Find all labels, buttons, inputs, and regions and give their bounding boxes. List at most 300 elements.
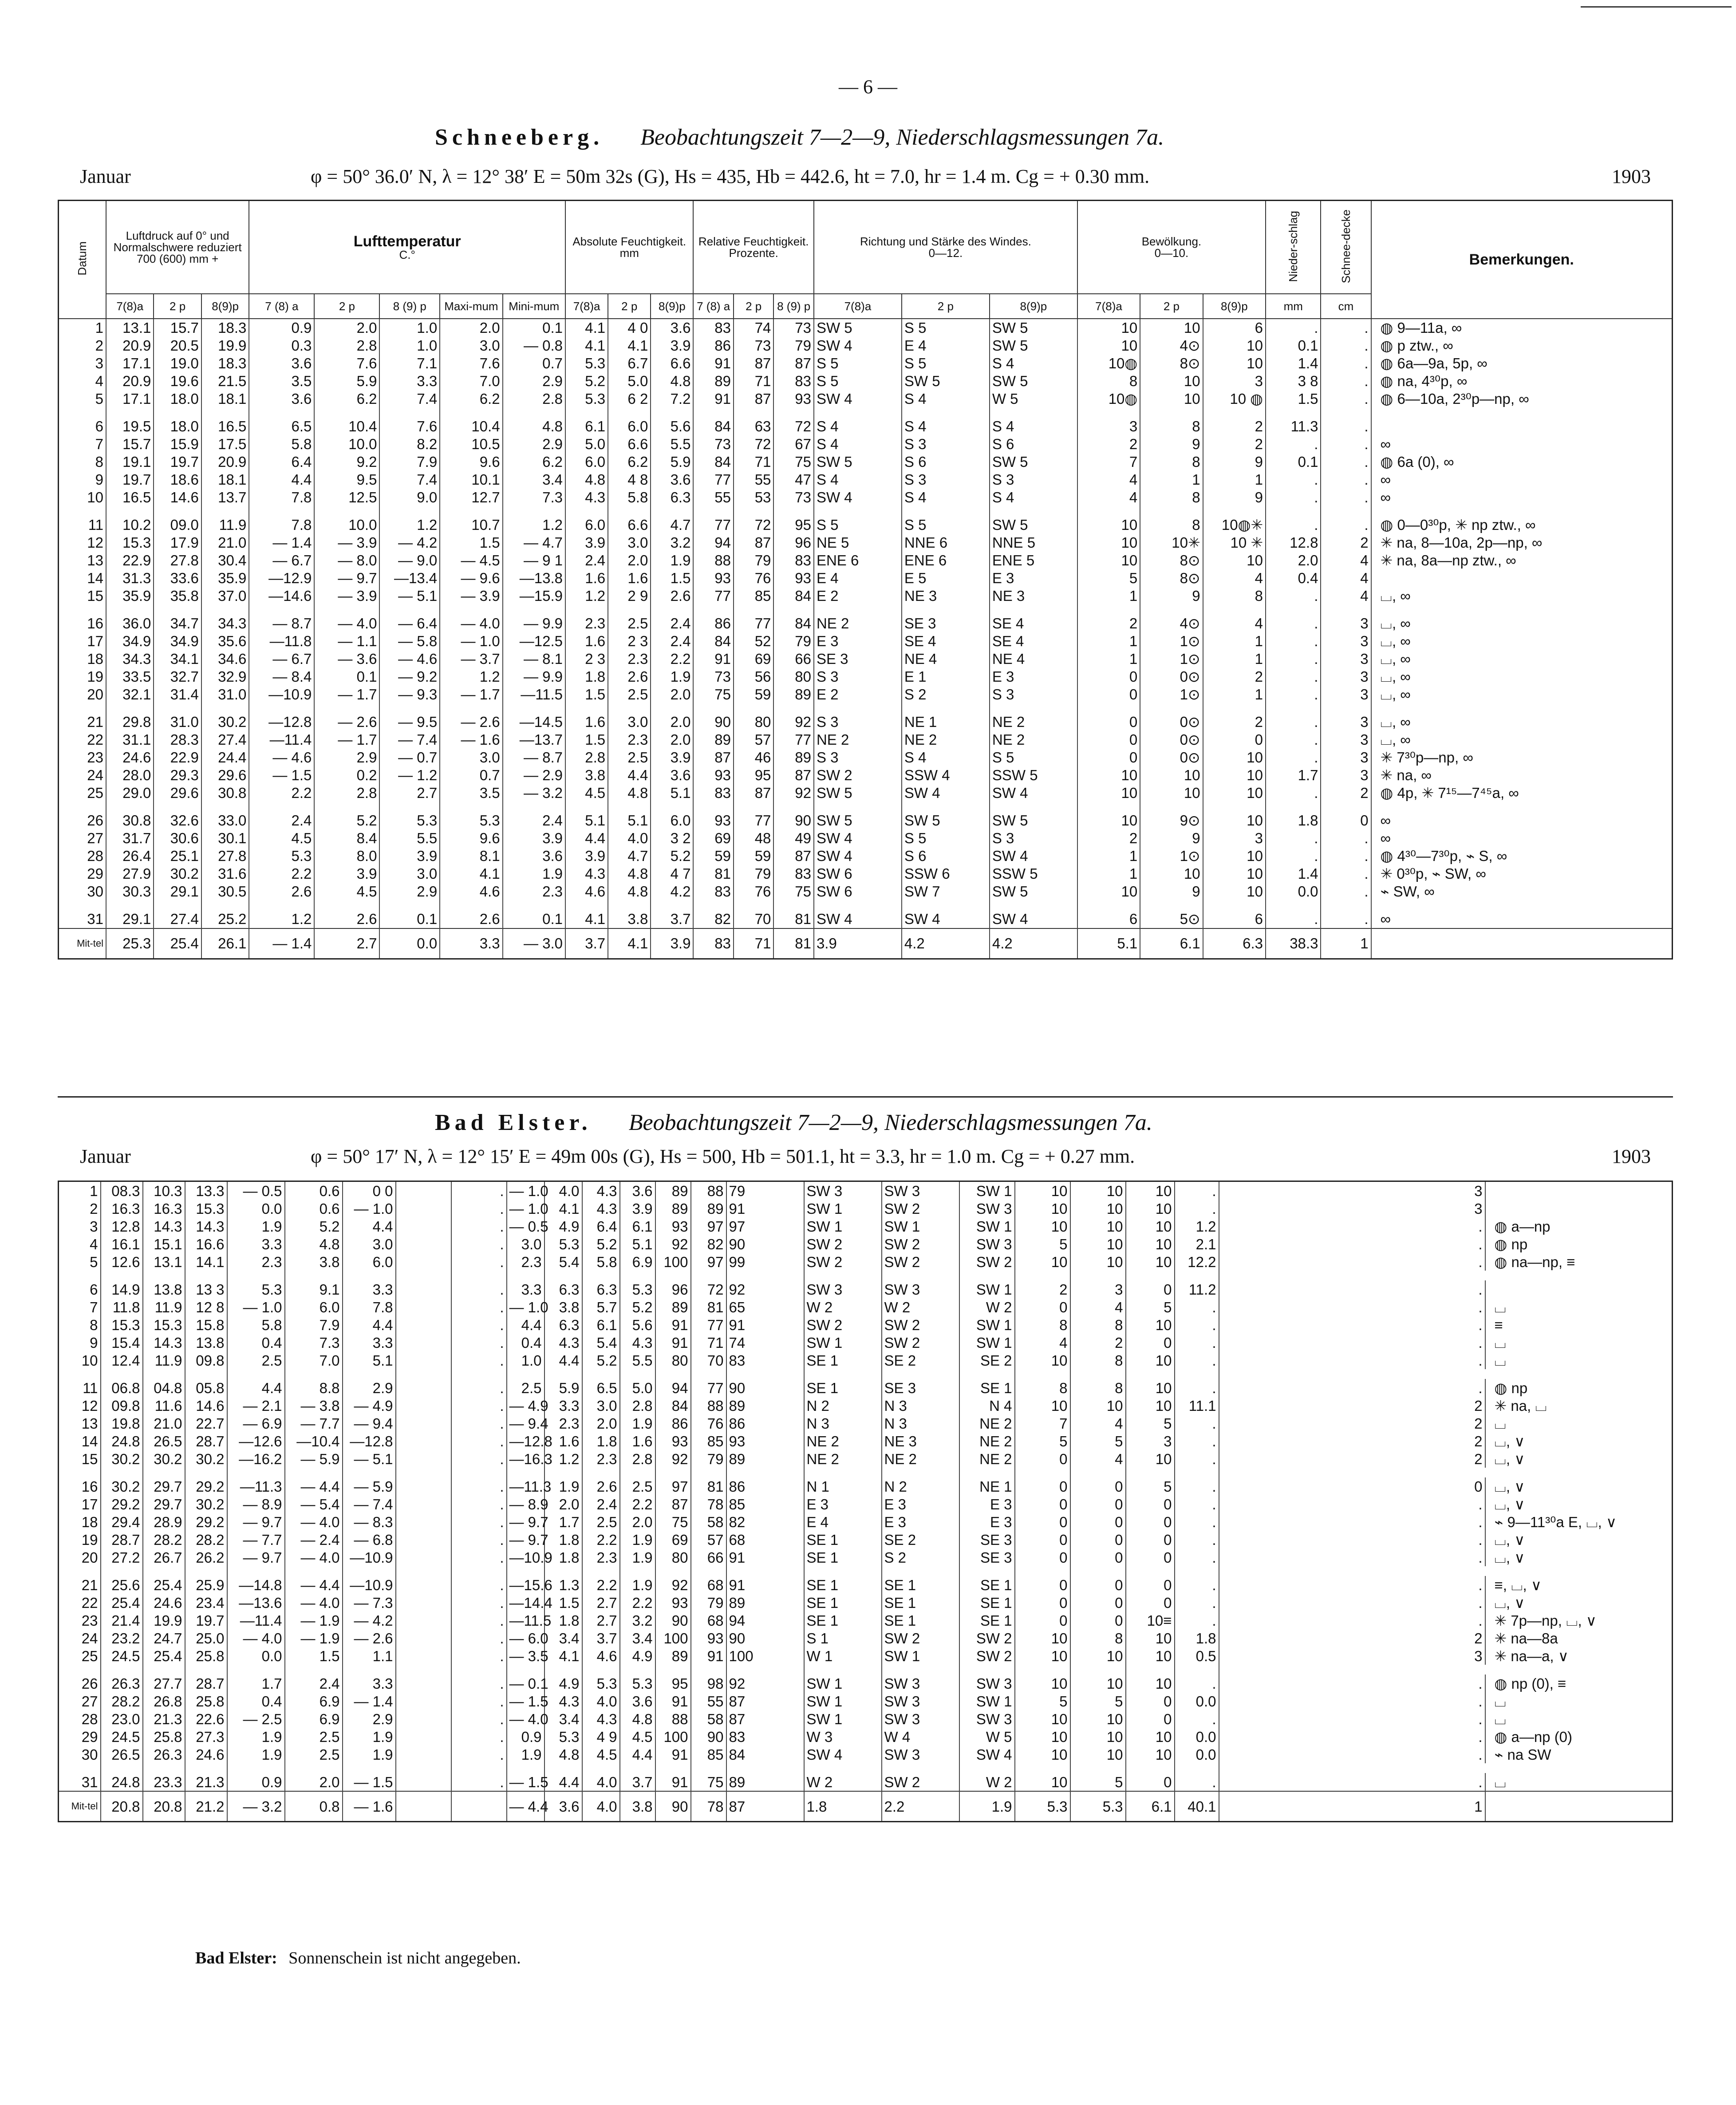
cell-tmax: 2.6 [440, 910, 502, 928]
cell-day: 31 [59, 910, 106, 928]
cell-ah1: —10.9 [507, 1548, 544, 1566]
cell-t2: — 3.9 [314, 534, 379, 552]
cell-p1: 26.5 [101, 1746, 143, 1763]
cell-rh3: 87 [773, 766, 814, 784]
cell-rh2: 95 [655, 1675, 691, 1692]
cell-snow [1175, 1566, 1219, 1576]
cell-prec [1266, 605, 1321, 615]
cell-p1: 17.1 [106, 390, 154, 408]
cell-c3: 1 [1203, 686, 1266, 703]
cell-snow: . [1175, 1414, 1219, 1432]
cell-t2: 6.0 [285, 1298, 343, 1316]
cell-w1: 90 [726, 1379, 804, 1397]
cell-tmin: . [451, 1334, 507, 1351]
cell-tmin: 6.2 [503, 453, 565, 471]
cell-p1: 08.3 [101, 1181, 143, 1200]
cell-c1 [1077, 408, 1140, 418]
cell-c1: SE 1 [959, 1379, 1015, 1397]
cell-tmax [396, 1351, 451, 1369]
cell-rh1 [693, 408, 733, 418]
cell-w2: SW 1 [804, 1217, 882, 1235]
cell-rem: ⌴, ∞ [1371, 731, 1673, 749]
cell-rh3: 58 [691, 1710, 726, 1728]
cell-c3 [1070, 1271, 1126, 1280]
cell-w1: 83 [726, 1728, 804, 1746]
cell-t1: — 9.7 [227, 1513, 285, 1531]
cell-tmin [451, 1271, 507, 1280]
cell-snow: . [1175, 1379, 1219, 1397]
cell-c2: 4 [1015, 1334, 1070, 1351]
cell-p3: 35.6 [201, 632, 249, 650]
cell-w1 [814, 900, 902, 910]
cell-prec: 0 [1126, 1710, 1175, 1728]
cell-p1: 28.0 [106, 766, 154, 784]
cell-p2: 19.9 [143, 1611, 185, 1629]
cell-t3: —12.8 [343, 1432, 396, 1450]
cell-w1: SW 4 [814, 489, 902, 506]
cell-w1: 83 [726, 1351, 804, 1369]
cell-p1: 24.6 [106, 749, 154, 766]
cell-c2 [1140, 703, 1203, 713]
cell-w1: 92 [726, 1675, 804, 1692]
coords-1: φ = 50° 36.0′ N, λ = 12° 38′ E = 50m 32s (G), Hs = 435, Hb = 442.6, ht = 7.0, hr = 1.4 m. Cg = + 0.30 mm. [311, 166, 1150, 187]
cell-rem: . [1219, 1217, 1485, 1235]
cell-t3: — 5.9 [343, 1477, 396, 1495]
cell-w2: SW 1 [804, 1334, 882, 1351]
cell-rh3: 55 [691, 1692, 726, 1710]
cell-rem: ⌁ SW, ∞ [1371, 883, 1673, 900]
cell-p2: 15.9 [154, 435, 201, 453]
cell-w1 [814, 408, 902, 418]
cell-rh2: 75 [655, 1513, 691, 1531]
cell-w1: 89 [726, 1450, 804, 1468]
cell-rh1: 4.8 [620, 1710, 655, 1728]
cell-rh1: 55 [693, 489, 733, 506]
cell-p2: 31.4 [154, 686, 201, 703]
cell-snow: 4 [1321, 587, 1371, 605]
cell-c2: 10 [1015, 1773, 1070, 1791]
cell-w3: NE 2 [882, 1450, 959, 1468]
cell-day: 2 [59, 337, 106, 355]
cell-day: 20 [59, 686, 106, 703]
cell-p2: 29.6 [154, 784, 201, 802]
cell-rh3: 68 [691, 1576, 726, 1594]
cell-tmin: . [451, 1432, 507, 1450]
cell-rem: ⌴, ∞ [1371, 587, 1673, 605]
cell-tmax [396, 1665, 451, 1675]
cell-rh2: 71 [734, 372, 773, 390]
cell-rh1: 84 [693, 632, 733, 650]
cell-c3: 10 [1203, 766, 1266, 784]
cell-rh3: 87 [773, 847, 814, 865]
cell-c24: ⌴, ∨ [1485, 1495, 1673, 1513]
cell-ah2: 2.6 [608, 668, 651, 686]
cell-w3: NE 2 [990, 713, 1077, 731]
cell-ah2: 1.6 [544, 1432, 582, 1450]
cell-rh1: 87 [693, 749, 733, 766]
cell-p3: 21.0 [201, 534, 249, 552]
cell-c24: ⌴ [1485, 1298, 1673, 1316]
cell-day: 30 [59, 1746, 101, 1763]
cell-p1: 23.0 [101, 1710, 143, 1728]
cell-t2: — 8.0 [314, 552, 379, 569]
cell-rem: 2 [1219, 1397, 1485, 1414]
cell-day: 12 [59, 534, 106, 552]
cell-c3: 2 [1203, 435, 1266, 453]
cell-snow: . [1321, 865, 1371, 883]
cell-rh2: 69 [734, 650, 773, 668]
table-row [59, 1611, 1673, 1629]
cell-tmax: 3.3 [440, 928, 502, 959]
cell-t2: 2.9 [314, 749, 379, 766]
cell-p1: 20.9 [106, 372, 154, 390]
cell-t2: 2.8 [314, 337, 379, 355]
table-row [59, 569, 1673, 587]
cell-snow: . [1175, 1432, 1219, 1450]
cell-c3: 8 [1070, 1316, 1126, 1334]
cell-ah3: 1.5 [651, 569, 693, 587]
cell-c1: NE 2 [959, 1450, 1015, 1468]
cell-snow: 1.2 [1175, 1217, 1219, 1235]
cell-c2 [1015, 1468, 1070, 1477]
cell-c2: 1⊙ [1140, 847, 1203, 865]
cell-rh3: 90 [691, 1728, 726, 1746]
cell-w2 [804, 1566, 882, 1576]
cell-w2 [804, 1468, 882, 1477]
cell-c2: 10 [1015, 1351, 1070, 1369]
cell-ah3: 4.3 [582, 1200, 620, 1217]
cell-ah2: 3.0 [608, 534, 651, 552]
cell-w2: S 3 [902, 435, 990, 453]
cell-tmin: . [451, 1495, 507, 1513]
cell-p1: 09.8 [101, 1397, 143, 1414]
table-row [59, 1692, 1673, 1710]
cell-tmax [440, 506, 502, 516]
cell-t2: — 4.0 [285, 1594, 343, 1611]
cell-p3 [185, 1763, 227, 1773]
cell-c1: NE 2 [959, 1414, 1015, 1432]
cell-day: 13 [59, 1414, 101, 1432]
cell-tmax [396, 1513, 451, 1531]
table-row [59, 650, 1673, 668]
cell-rh1: 94 [693, 534, 733, 552]
cell-tmin: . [451, 1611, 507, 1629]
cell-rh3: 91 [691, 1647, 726, 1665]
cell-w1: SW 2 [814, 766, 902, 784]
cell-rh1: 77 [693, 471, 733, 489]
cell-t3: 3.9 [379, 847, 440, 865]
cell-ah2: 1.7 [544, 1513, 582, 1531]
cell-p3 [185, 1369, 227, 1379]
cell-prec: 10≡ [1126, 1611, 1175, 1629]
cell-t1: —14.6 [249, 587, 314, 605]
cell-c3: 10 [1070, 1181, 1126, 1200]
cell-prec: 10 [1126, 1647, 1175, 1665]
cell-t3: 0 0 [343, 1181, 396, 1200]
cell-ah1 [507, 1665, 544, 1675]
cell-rh3: 84 [773, 615, 814, 632]
cell-rh2 [734, 408, 773, 418]
cell-c3: 8 [1203, 587, 1266, 605]
cell-w2: SE 1 [804, 1548, 882, 1566]
cell-prec: 10 [1126, 1746, 1175, 1763]
cell-rh1: 90 [693, 713, 733, 731]
cell-ah1 [507, 1369, 544, 1379]
cell-w3: NE 3 [882, 1432, 959, 1450]
cell-c1: SW 1 [959, 1181, 1015, 1200]
cell-rem: ∞ [1371, 435, 1673, 453]
cell-rem: 2 [1219, 1414, 1485, 1432]
cell-c3: 8 [1070, 1379, 1126, 1397]
table-row [59, 390, 1673, 408]
cell-p2: 13.8 [143, 1280, 185, 1298]
cell-ah3: 5.3 [582, 1675, 620, 1692]
cell-rh3 [773, 900, 814, 910]
cell-rh3: 79 [773, 337, 814, 355]
cell-p2: 28.9 [143, 1513, 185, 1531]
cell-t1: 5.8 [227, 1316, 285, 1334]
cell-c24: ✳ na—8a [1485, 1629, 1673, 1647]
cell-p1: 16.5 [106, 489, 154, 506]
cell-w3: N 3 [882, 1414, 959, 1432]
cell-tmin: . [451, 1397, 507, 1414]
cell-p3: 13 3 [185, 1280, 227, 1298]
cell-p3: 27.8 [201, 847, 249, 865]
cell-t1: 4.4 [227, 1379, 285, 1397]
header-schneedecke: Schnee-decke [1321, 201, 1371, 294]
cell-rh2: 46 [734, 749, 773, 766]
cell-c3: 10 [1203, 865, 1266, 883]
cell-p2 [154, 506, 201, 516]
cell-c3 [1070, 1665, 1126, 1675]
cell-tmin: — 9 1 [503, 552, 565, 569]
cell-tmax: — 3.9 [440, 587, 502, 605]
cell-t2: 2.5 [285, 1728, 343, 1746]
cell-rem: . [1219, 1235, 1485, 1253]
table-row [59, 731, 1673, 749]
cell-w2: SSW 6 [902, 865, 990, 883]
cell-c24: ⌴, ∨ [1485, 1450, 1673, 1468]
cell-t3: — 1.6 [343, 1791, 396, 1822]
cell-t3: 3.3 [379, 372, 440, 390]
cell-rh3: 68 [691, 1611, 726, 1629]
cell-tmax: 2.0 [440, 319, 502, 337]
cell-t1: —11.4 [249, 731, 314, 749]
cell-rem: ◍ p ztw., ∞ [1371, 337, 1673, 355]
cell-p1: 13.1 [106, 319, 154, 337]
cell-c1: 4 [1077, 471, 1140, 489]
cell-rh3: 72 [773, 418, 814, 435]
cell-t2: 3.8 [285, 1253, 343, 1271]
cell-ah3 [651, 605, 693, 615]
cell-w2: SSW 4 [902, 766, 990, 784]
cell-t1: — 1.4 [249, 534, 314, 552]
cell-c24: ◍ np [1485, 1235, 1673, 1253]
cell-c24: ⌴ [1485, 1351, 1673, 1369]
cell-c3: 10 [1070, 1675, 1126, 1692]
cell-rem [1371, 605, 1673, 615]
cell-rem: ✳ na, 8a—np ztw., ∞ [1371, 552, 1673, 569]
cell-w2: SE 1 [804, 1576, 882, 1594]
cell-p3: 23.4 [185, 1594, 227, 1611]
cell-day: 17 [59, 632, 106, 650]
cell-tmax [396, 1298, 451, 1316]
cell-rh2: 90 [655, 1611, 691, 1629]
cell-rh1 [620, 1665, 655, 1675]
cell-tmax [396, 1629, 451, 1647]
cell-p2 [154, 408, 201, 418]
cell-p3: 30.1 [201, 829, 249, 847]
cell-rh1 [693, 703, 733, 713]
cell-p3: 28.2 [185, 1531, 227, 1548]
cell-t2 [285, 1369, 343, 1379]
cell-rh1: 77 [693, 516, 733, 534]
cell-c1: 2 [1077, 615, 1140, 632]
cell-w3: W 5 [990, 390, 1077, 408]
cell-prec: 1.5 [1266, 390, 1321, 408]
cell-rh3: 88 [691, 1181, 726, 1200]
subheader-ah-7a: 7(8)a [565, 294, 608, 319]
cell-p1: 29.1 [106, 910, 154, 928]
cell-day [59, 1665, 101, 1675]
cell-t2 [314, 506, 379, 516]
cell-ah2: 5.3 [544, 1235, 582, 1253]
subheader-c-2p: 2 p [1140, 294, 1203, 319]
cell-w1: 92 [726, 1280, 804, 1298]
cell-w2 [902, 703, 990, 713]
cell-rh1: 91 [693, 390, 733, 408]
cell-tmax [440, 408, 502, 418]
cell-rh2: 76 [734, 569, 773, 587]
cell-c1: 1 [1077, 865, 1140, 883]
cell-rh1 [620, 1271, 655, 1280]
cell-w2: SW 3 [804, 1181, 882, 1200]
cell-w1: S 3 [814, 713, 902, 731]
cell-p2: 26.8 [143, 1692, 185, 1710]
cell-tmin: 2.4 [503, 812, 565, 829]
cell-t3: — 6.4 [379, 615, 440, 632]
cell-w3: NE 3 [990, 587, 1077, 605]
cell-t2: — 7.7 [285, 1414, 343, 1432]
cell-c1: NE 2 [959, 1432, 1015, 1450]
cell-ah1: 5.0 [565, 435, 608, 453]
cell-rh1: 3.2 [620, 1611, 655, 1629]
cell-t2: — 1.7 [314, 731, 379, 749]
cell-rh1 [620, 1468, 655, 1477]
cell-c2: 0⊙ [1140, 713, 1203, 731]
cell-t2: 0.1 [314, 668, 379, 686]
cell-rem: ∞ [1371, 812, 1673, 829]
cell-rh3: 92 [773, 784, 814, 802]
cell-snow: . [1175, 1513, 1219, 1531]
cell-w2: SW 2 [804, 1235, 882, 1253]
cell-prec: . [1266, 829, 1321, 847]
cell-w3 [882, 1271, 959, 1280]
cell-rh3: 89 [691, 1200, 726, 1217]
cell-w3: SE 4 [990, 615, 1077, 632]
cell-p3 [185, 1566, 227, 1576]
cell-rh1: 59 [693, 847, 733, 865]
cell-prec: 5 [1126, 1298, 1175, 1316]
footnote-station: Bad Elster: [195, 1949, 277, 1967]
cell-ah3: 2.3 [582, 1450, 620, 1468]
cell-snow: 2.1 [1175, 1235, 1219, 1253]
cell-rh3: 82 [691, 1235, 726, 1253]
cell-rh3: 58 [691, 1513, 726, 1531]
cell-p3: 30.5 [201, 883, 249, 900]
cell-c1: E 3 [959, 1495, 1015, 1513]
cell-rem: . [1219, 1710, 1485, 1728]
cell-tmax [396, 1181, 451, 1200]
cell-t2: 7.6 [314, 355, 379, 372]
cell-t1: — 3.2 [227, 1791, 285, 1822]
cell-rh2: 77 [734, 615, 773, 632]
cell-t3: — 9.5 [379, 713, 440, 731]
cell-p1: 29.8 [106, 713, 154, 731]
cell-p3: 27.3 [185, 1728, 227, 1746]
cell-p3: 26.2 [185, 1548, 227, 1566]
cell-prec: 3 [1126, 1432, 1175, 1450]
cell-t3: — 9.0 [379, 552, 440, 569]
cell-tmax [396, 1200, 451, 1217]
cell-c3: 9 [1203, 453, 1266, 471]
cell-t2: 7.0 [285, 1351, 343, 1369]
cell-c1: 10 [1077, 812, 1140, 829]
cell-w2: NE 1 [902, 713, 990, 731]
cell-rh3: 93 [773, 390, 814, 408]
cell-p3 [185, 1468, 227, 1477]
cell-rh1: 86 [693, 337, 733, 355]
cell-w2: S 4 [902, 749, 990, 766]
cell-c3: 4 [1070, 1298, 1126, 1316]
cell-w2: 4.2 [902, 928, 990, 959]
cell-rem: ◍ 6a—9a, 5p, ∞ [1371, 355, 1673, 372]
cell-tmin: —15.9 [503, 587, 565, 605]
cell-w1: SW 5 [814, 784, 902, 802]
cell-t1: 0.0 [227, 1200, 285, 1217]
cell-w2: N 2 [804, 1397, 882, 1414]
cell-c2 [1140, 802, 1203, 812]
cell-c2: 8 [1140, 453, 1203, 471]
cell-rem: ◍ 0—0³⁰p, ✳ np ztw., ∞ [1371, 516, 1673, 534]
cell-p1: 30.3 [106, 883, 154, 900]
cell-rh2: 87 [655, 1495, 691, 1513]
cell-rh2: 91 [655, 1692, 691, 1710]
cell-ah2: 2 3 [608, 632, 651, 650]
cell-tmax [396, 1594, 451, 1611]
cell-day: 7 [59, 1298, 101, 1316]
cell-t3: — 2.6 [343, 1629, 396, 1647]
cell-p3: 25.8 [185, 1647, 227, 1665]
cell-w2: SW 1 [804, 1200, 882, 1217]
cell-snow [1321, 900, 1371, 910]
cell-tmax: 8.1 [440, 847, 502, 865]
cell-rh1: 83 [693, 784, 733, 802]
cell-t3: 2.9 [379, 883, 440, 900]
table-row [59, 1531, 1673, 1548]
cell-rh3: 88 [691, 1397, 726, 1414]
table-row [59, 1334, 1673, 1351]
cell-ah2: 2.3 [544, 1414, 582, 1432]
cell-t2: — 3.8 [285, 1397, 343, 1414]
cell-c24: ⌴ [1485, 1334, 1673, 1351]
cell-w3: SE 4 [990, 632, 1077, 650]
cell-rem: . [1219, 1316, 1485, 1334]
cell-t3: — 9.4 [343, 1414, 396, 1432]
cell-w3: SSW 5 [990, 865, 1077, 883]
cell-ah1: 1.6 [565, 713, 608, 731]
table-row [59, 516, 1673, 534]
